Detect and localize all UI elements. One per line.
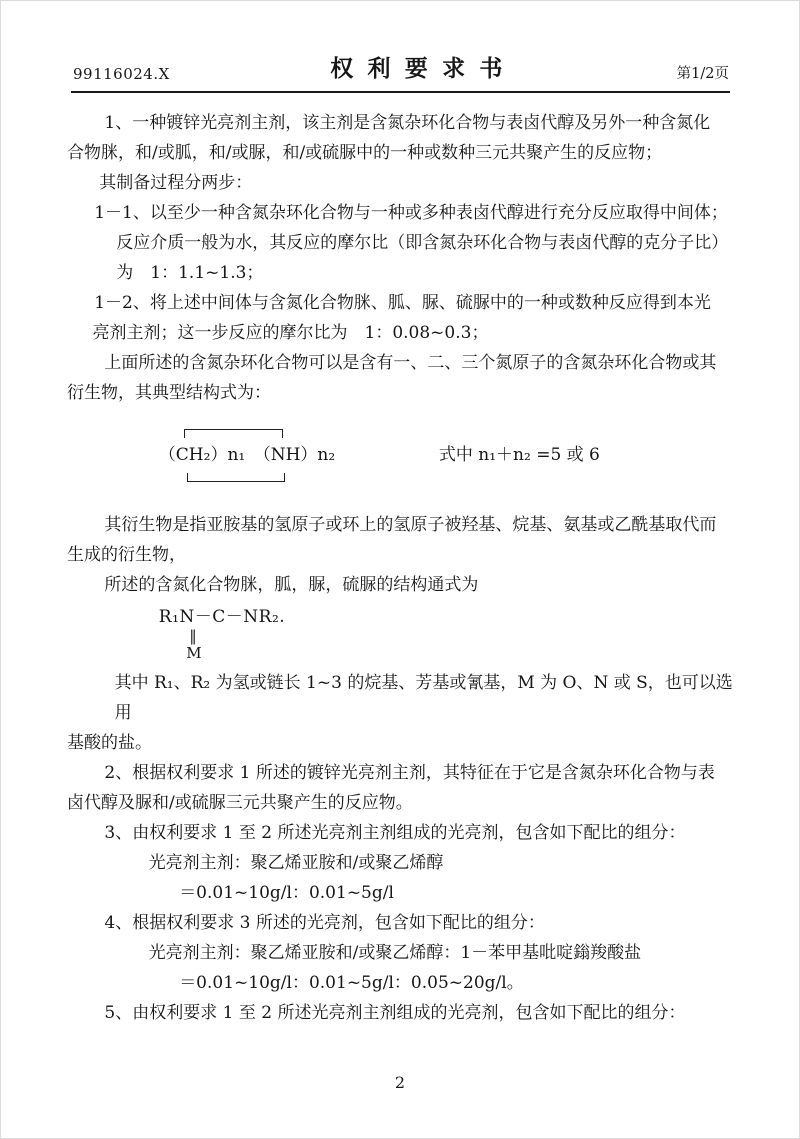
- ring-bond-bracket-bottom: [187, 473, 285, 482]
- claims-lines-group-1: [67, 108, 733, 408]
- text-line: 其制备过程分两步：: [99, 173, 253, 193]
- text-line: 衍生物，其典型结构式为：: [67, 383, 271, 403]
- text-line: 4、根据权利要求 3 所述的光亮剂，包含如下配比的组分：: [104, 913, 545, 933]
- text-line: 亮剂主剂；这一步反应的摩尔比为 1：0.08~0.3；: [92, 323, 489, 343]
- text-line: 光亮剂主剂：聚乙烯亚胺和/或聚乙烯醇: [148, 853, 444, 873]
- text-line: ＝0.01~10g/l：0.01~5g/l: [179, 883, 394, 903]
- application-number: 99116024.X: [73, 65, 170, 83]
- ring-formula-note: 式中 n₁＋n₂ =5 或 6: [438, 445, 600, 465]
- text-line: 基酸的盐。: [67, 733, 152, 753]
- claims-lines-group-2: [67, 510, 733, 600]
- page-footer: [1, 1073, 799, 1092]
- header-divider: [71, 91, 730, 93]
- text-line: 为 1：1.1~1.3；: [116, 263, 264, 283]
- m-atom-label: M: [186, 644, 202, 662]
- text-line: 2、根据权利要求 1 所述的镀锌光亮剂主剂，其特征在于它是含氮杂环化合物与表: [104, 763, 715, 783]
- amidine-structure-formula: [67, 606, 733, 662]
- claims-lines-group-3: [67, 668, 733, 1028]
- text-line: 反应介质一般为水，其反应的摩尔比（即含氮杂环化合物与表卤代醇的克分子比）: [116, 233, 729, 253]
- text-line: 生成的衍生物，: [67, 545, 186, 565]
- ring-bond-bracket-top: [184, 429, 283, 438]
- text-line: 上面所述的含氮杂环化合物可以是含有一、二、三个氮原子的含氮杂环化合物或其: [104, 353, 717, 373]
- text-line: 5、由权利要求 1 至 2 所述光亮剂主剂组成的光亮剂，包含如下配比的组分：: [104, 1003, 686, 1023]
- text-line: 卤代醇及脲和/或硫脲三元共聚产生的反应物。: [67, 793, 413, 813]
- text-line: 所述的含氮化合物脒，胍，脲，硫脲的结构通式为: [104, 575, 479, 595]
- ring-structure-formula: [67, 432, 733, 478]
- text-line: 1－2、将上述中间体与含氮化合物脒、胍、脲、硫脲中的一种或数种反应得到本光: [94, 293, 711, 313]
- page-number: 2: [394, 1073, 406, 1092]
- page-indicator: 第1/2页: [676, 66, 729, 82]
- ring-formula-text: （CH₂）n₁ （NH）n₂: [158, 445, 336, 465]
- text-line: 光亮剂主剂：聚乙烯亚胺和/或聚乙烯醇：1－苯甲基吡啶鎓羧酸盐: [148, 943, 642, 963]
- double-bond-symbol: ‖: [189, 627, 197, 645]
- page-header: [73, 53, 729, 83]
- document-title: 权利要求书: [330, 55, 517, 82]
- text-line: 1、一种镀锌光亮剂主剂，该主剂是含氮杂环化合物与表卤代醇及另外一种含氮化: [104, 113, 711, 133]
- amidine-formula-text: R₁N－C－NR₂.: [158, 607, 286, 627]
- text-line: 合物脒，和/或胍，和/或脲，和/或硫脲中的一种或数种三元共聚产生的反应物；: [67, 143, 663, 163]
- text-line: 1－1、以至少一种含氮杂环化合物与一种或多种表卤代醇进行充分反应取得中间体；: [94, 203, 728, 223]
- text-line: 其中 R₁、R₂ 为氢或链长 1~3 的烷基、芳基或氰基，M 为 O、N 或 S，也可以选用: [114, 673, 733, 723]
- text-line: 3、由权利要求 1 至 2 所述光亮剂主剂组成的光亮剂，包含如下配比的组分：: [104, 823, 686, 843]
- text-line: ＝0.01~10g/l：0.01~5g/l：0.05~20g/l。: [179, 973, 524, 993]
- claims-body: [67, 108, 733, 1028]
- text-line: 其衍生物是指亚胺基的氢原子或环上的氢原子被羟基、烷基、氨基或乙酰基取代而: [104, 515, 717, 535]
